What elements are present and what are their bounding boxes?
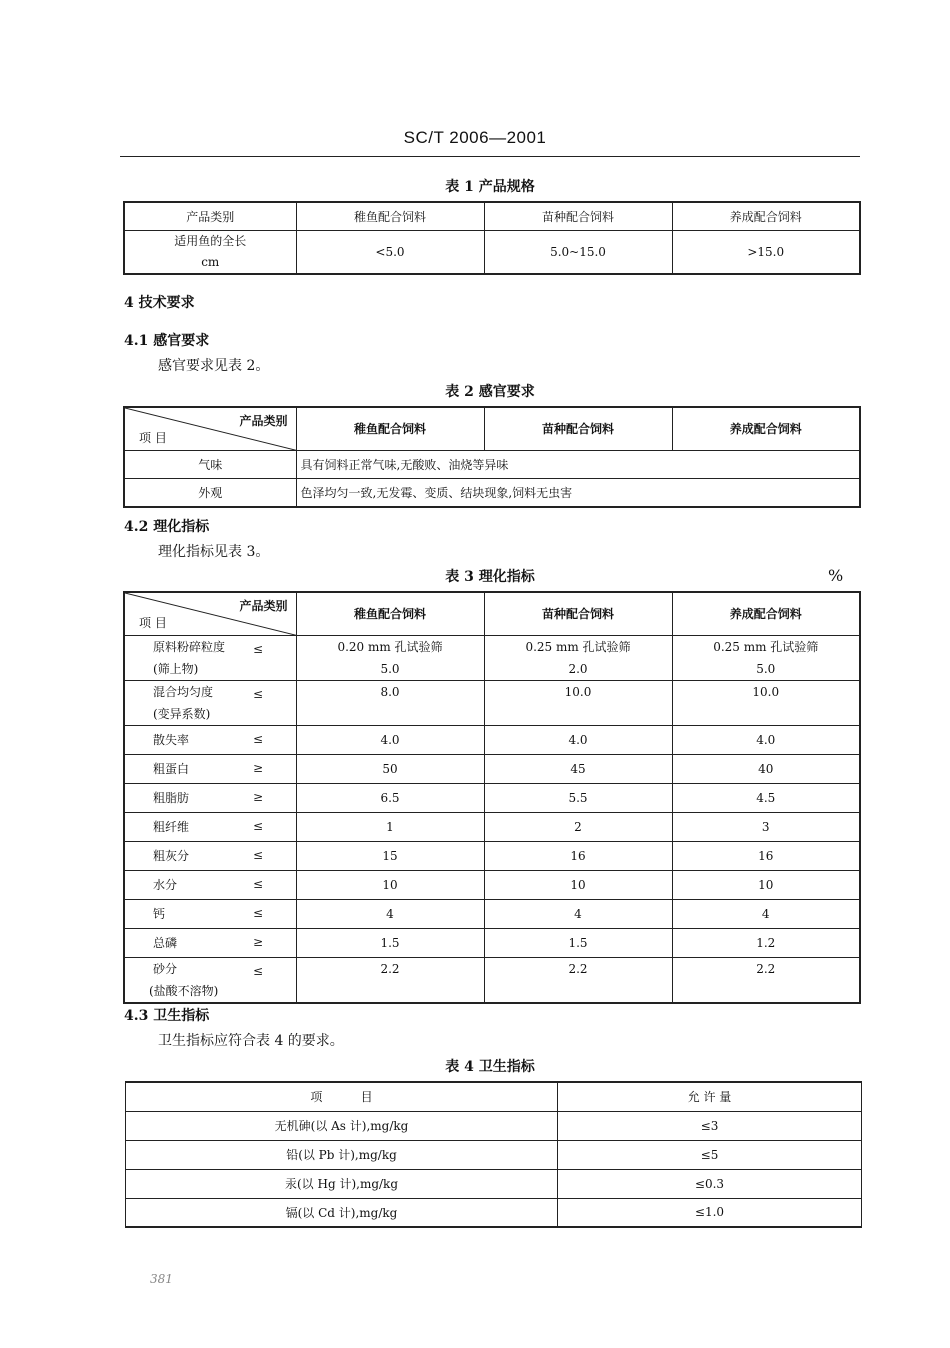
- table3-corner-cell: [124, 592, 296, 635]
- table3-cell: 1.5: [296, 928, 484, 957]
- table3-corner-category: 产品类别: [239, 599, 288, 613]
- section-4-1-heading: 4.1 感官要求: [124, 333, 210, 349]
- table3-cell: 2.2: [672, 957, 860, 1003]
- section-4-2-heading: 4.2 理化指标: [124, 519, 210, 535]
- table3-row-item: 钙: [153, 906, 166, 921]
- table4-row-cadmium-item: 镉(以 Cd 计),mg/kg: [126, 1198, 558, 1227]
- table3-row-cmp: ≤: [253, 847, 264, 862]
- table3-row-label: [124, 899, 296, 928]
- table3-row-cmp: ≤: [253, 876, 264, 891]
- table3-cell: 8.0: [296, 680, 484, 725]
- table2: [123, 406, 861, 508]
- table1-row-label-text: 适用鱼的全长: [174, 233, 247, 248]
- table3-row-label: [124, 754, 296, 783]
- table2-header-fingerling: 苗种配合饲料: [484, 407, 672, 450]
- table3-cell: 45: [484, 754, 672, 783]
- table1-row-label: [124, 230, 296, 274]
- table4-caption: 表 4 卫生指标: [445, 1059, 535, 1075]
- table3-cell: 4.0: [296, 725, 484, 754]
- table1-value-fry: <5.0: [296, 230, 484, 274]
- table3-row-mixing-cmp: ≤: [253, 686, 264, 701]
- table3-row-mixing-item: 混合均匀度: [153, 684, 214, 699]
- table3-cell: 1: [296, 812, 484, 841]
- table3-row-cmp: ≥: [253, 934, 264, 949]
- table3: [123, 591, 861, 1004]
- table3-cell: 2.2: [484, 957, 672, 1003]
- table3-row-cmp: ≥: [253, 789, 264, 804]
- table4-header-limit: 允 许 量: [558, 1082, 862, 1111]
- table3-cell: 2: [484, 812, 672, 841]
- table3-row-cmp: ≤: [253, 818, 264, 833]
- table3-cell: 16: [484, 841, 672, 870]
- table3-cell: [296, 635, 484, 680]
- table3-row-particle-size-sub: (筛上物): [153, 661, 199, 676]
- table2-caption: 表 2 感官要求: [445, 384, 535, 400]
- table3-cell: [672, 635, 860, 680]
- table1-caption: 表 1 产品规格: [445, 179, 535, 195]
- table3-cell: 15: [296, 841, 484, 870]
- table3-cell: 16: [672, 841, 860, 870]
- table3-row-sand-sub: (盐酸不溶物): [149, 983, 219, 998]
- table1-row-label-unit: cm: [201, 254, 220, 269]
- table3-row-mixing-label: [124, 680, 296, 725]
- table3-cell: 10.0: [484, 680, 672, 725]
- table1-value-grower: >15.0: [672, 230, 860, 274]
- table3-header-fry: 稚鱼配合饲料: [296, 592, 484, 635]
- table3-unit: %: [828, 566, 844, 585]
- table2-header-fry: 稚鱼配合饲料: [296, 407, 484, 450]
- section-4-2-text: 理化指标见表 3。: [158, 544, 270, 560]
- table3-header-grower: 养成配合饲料: [672, 592, 860, 635]
- table3-header-fingerling: 苗种配合饲料: [484, 592, 672, 635]
- table4-row-arsenic-value: ≤3: [558, 1111, 862, 1140]
- table4: [125, 1081, 862, 1228]
- table3-caption: 表 3 理化指标: [445, 569, 535, 585]
- table4-row-mercury-item: 汞(以 Hg 计),mg/kg: [126, 1169, 558, 1198]
- standard-code-header: SC/T 2006—2001: [403, 128, 547, 147]
- table3-row-mixing-sub: (变异系数): [153, 706, 211, 721]
- table4-row-lead-item: 铅(以 Pb 计),mg/kg: [126, 1140, 558, 1169]
- table3-row-item: 散失率: [153, 732, 190, 747]
- table3-cell-text: 0.25 mm 孔试验筛: [713, 639, 819, 654]
- table3-cell: 1.5: [484, 928, 672, 957]
- table3-cell: 4.5: [672, 783, 860, 812]
- table3-cell: 10: [296, 870, 484, 899]
- table3-cell: 5.5: [484, 783, 672, 812]
- page-number: 381: [150, 1272, 173, 1286]
- table3-row-cmp: ≤: [253, 731, 264, 746]
- table2-row-appearance-label: 外观: [124, 478, 296, 507]
- table3-cell: 40: [672, 754, 860, 783]
- table3-cell: 6.5: [296, 783, 484, 812]
- table3-cell: 10.0: [672, 680, 860, 725]
- section-4-3-heading: 4.3 卫生指标: [124, 1008, 210, 1024]
- table3-row-label: [124, 841, 296, 870]
- table3-cell-text: 0.20 mm 孔试验筛: [337, 639, 443, 654]
- table3-row-cmp: ≥: [253, 760, 264, 775]
- table3-row-item: 粗脂肪: [153, 790, 190, 805]
- table2-row-smell-value: 具有饲料正常气味,无酸败、油烧等异味: [296, 450, 860, 478]
- table3-row-label: [124, 725, 296, 754]
- table3-corner-item: 项 目: [139, 615, 167, 630]
- header-rule: [120, 156, 860, 157]
- table3-row-item: 总磷: [153, 935, 178, 950]
- table3-cell: 4: [484, 899, 672, 928]
- table3-row-cmp: ≤: [253, 905, 264, 920]
- table2-corner-cell: [124, 407, 296, 450]
- table3-row-label: [124, 783, 296, 812]
- table3-row-item: 粗灰分: [153, 848, 190, 863]
- table3-cell: 2.2: [296, 957, 484, 1003]
- table1-value-fingerling: 5.0~15.0: [484, 230, 672, 274]
- table3-cell-text: 0.25 mm 孔试验筛: [525, 639, 631, 654]
- table1-header-grower: 养成配合饲料: [672, 202, 860, 230]
- table3-row-sand-cmp: ≤: [253, 963, 264, 978]
- table3-cell: 10: [484, 870, 672, 899]
- table3-cell: [484, 635, 672, 680]
- table3-row-label: [124, 870, 296, 899]
- table3-row-item: 粗纤维: [153, 819, 190, 834]
- table4-header-item: 项 目: [126, 1082, 558, 1111]
- table2-corner-category: 产品类别: [239, 414, 288, 428]
- section-4-1-text: 感官要求见表 2。: [158, 358, 270, 374]
- table3-cell: 3: [672, 812, 860, 841]
- table3-cell: 4: [296, 899, 484, 928]
- table3-row-particle-size-label: [124, 635, 296, 680]
- table3-row-item: 粗蛋白: [153, 761, 190, 776]
- table2-corner-item: 项 目: [139, 430, 167, 445]
- table3-cell: 50: [296, 754, 484, 783]
- table1: [123, 201, 861, 275]
- table3-cell: 4: [672, 899, 860, 928]
- table2-header-grower: 养成配合饲料: [672, 407, 860, 450]
- table3-row-particle-size-cmp: ≤: [253, 641, 264, 656]
- table3-cell: 10: [672, 870, 860, 899]
- table3-cell: 4.0: [672, 725, 860, 754]
- table3-row-item: 水分: [153, 877, 178, 892]
- table3-cell: 4.0: [484, 725, 672, 754]
- table3-cell: 1.2: [672, 928, 860, 957]
- table1-header-fry: 稚鱼配合饲料: [296, 202, 484, 230]
- table3-cell-text: 5.0: [380, 661, 400, 676]
- table4-row-cadmium-value: ≤1.0: [558, 1198, 862, 1227]
- table3-row-sand-label: [124, 957, 296, 1003]
- table4-row-arsenic-item: 无机砷(以 As 计),mg/kg: [126, 1111, 558, 1140]
- table1-header-fingerling: 苗种配合饲料: [484, 202, 672, 230]
- section-4-3-text: 卫生指标应符合表 4 的要求。: [158, 1033, 344, 1049]
- table4-row-mercury-value: ≤0.3: [558, 1169, 862, 1198]
- table3-row-label: [124, 928, 296, 957]
- table2-row-smell-label: 气味: [124, 450, 296, 478]
- table1-header-category: 产品类别: [124, 202, 296, 230]
- table2-row-appearance-value: 色泽均匀一致,无发霉、变质、结块现象,饲料无虫害: [296, 478, 860, 507]
- section-4-heading: 4 技术要求: [124, 295, 195, 311]
- table3-cell-text: 5.0: [756, 661, 776, 676]
- table4-row-lead-value: ≤5: [558, 1140, 862, 1169]
- table3-row-particle-size-item: 原料粉碎粒度: [153, 639, 226, 654]
- table3-row-sand-item: 砂分: [153, 961, 178, 976]
- table3-cell-text: 2.0: [568, 661, 588, 676]
- table3-row-label: [124, 812, 296, 841]
